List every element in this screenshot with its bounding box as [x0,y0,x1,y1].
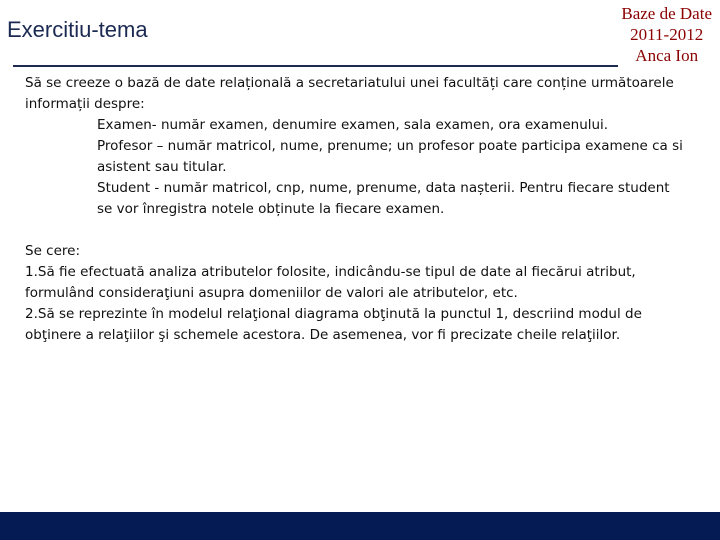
paragraph-spacer [25,220,685,241]
title-divider [13,65,618,67]
entity-student: Student - număr matricol, cnp, nume, prenume, data nașterii. Pentru fiecare student se vor înregistra notele obținute la fiecare examen. [97,180,670,217]
intro-paragraph: Să se creeze o bază de date relațională a secretariatului unei facultăți care conține următoarele informații despre: [25,75,674,112]
entity-profesor: Profesor – număr matricol, nume, prenume; un profesor poate participa examene ca si asistent sau titular. [97,138,683,175]
slide-body [25,73,685,346]
requirements-heading: Se cere: [25,243,81,259]
course-name: Baze de Date [621,4,712,23]
footer-bar [0,512,720,540]
author-name: Anca Ion [635,46,699,65]
entity-examen: Examen- număr examen, denumire examen, sala examen, ora examenului. [97,117,609,133]
academic-year: 2011-2012 [630,25,704,44]
requirement-item: 1.Să fie efectuată analiza atributelor folosite, indicându-se tipul de date al fiecărui atribut, formulând consideraţiuni asupra domeniilor de valori ale atributelor, etc. [25,264,636,301]
requirement-item: 2.Să se reprezinte în modelul relaţional diagrama obţinută la punctul 1, descriind modul de obţinere a relaţiilor şi schemele acestora. De asemenea, vor fi precizate cheile relaţiilor. [25,306,642,343]
course-info [621,3,712,66]
slide-title: Exercitiu-tema [7,17,148,42]
